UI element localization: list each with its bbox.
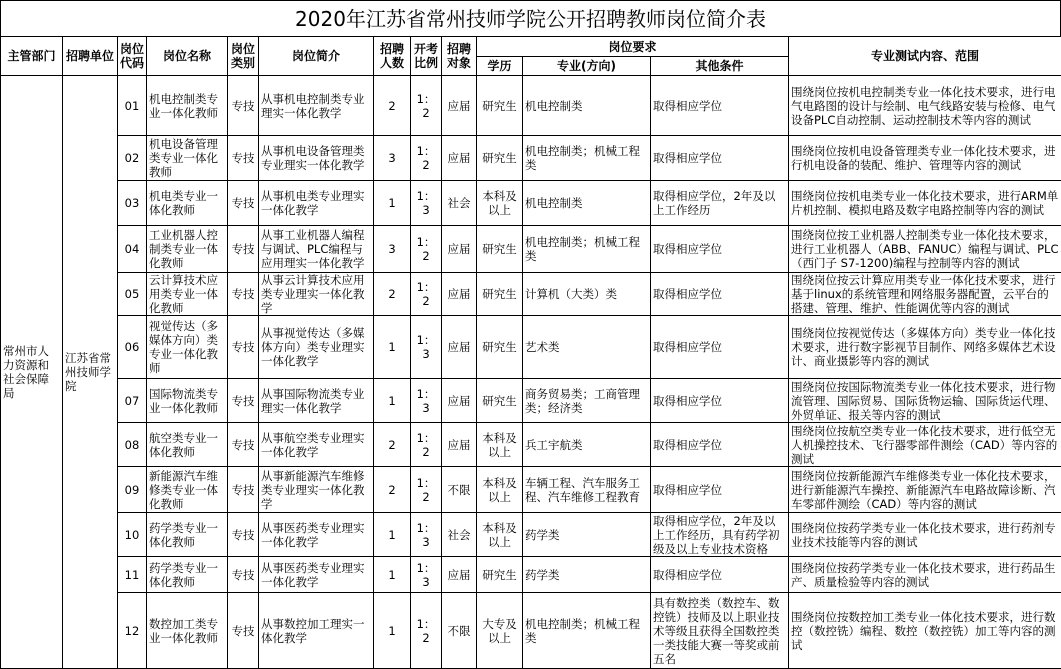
education-cell: 本科及以上 <box>477 423 523 467</box>
other-cell: 取得相应学位 <box>651 316 789 379</box>
test-cell: 围绕岗位按药学类专业一体化技术要求，进行药品生产、质量检验等内容的测试 <box>789 557 1061 593</box>
count-cell: 2 <box>374 273 411 316</box>
education-cell: 研究生 <box>477 226 523 273</box>
header-category: 岗位类别 <box>228 37 259 76</box>
intro-cell: 从事航空类专业理实一体化教学 <box>259 423 374 467</box>
name-cell: 机电控制类专业一体化教师 <box>147 76 228 136</box>
intro-cell: 从事云计算技术应用类专业理实一体化教学 <box>259 273 374 316</box>
table-row <box>1 593 1061 669</box>
intro-cell: 从事机电类专业理实一体化教学 <box>259 181 374 226</box>
ratio-cell: 1：2 <box>411 423 442 467</box>
target-cell: 社会 <box>442 513 477 557</box>
major-cell: 兵工宇航类 <box>523 423 651 467</box>
name-cell: 云计算技术应用类专业一体化教师 <box>147 273 228 316</box>
code-cell: 02 <box>118 136 147 181</box>
test-cell: 围绕岗位按机电控制类专业一体化技术要求，进行电气电路图的设计与绘制、电气线路安装与检修、电气设备PLC自动控制、运动控制技术等内容的测试 <box>789 76 1061 136</box>
intro-cell: 从事国际物流类专业理实一体化教学 <box>259 379 374 423</box>
count-cell: 1 <box>374 557 411 593</box>
category-cell: 专技 <box>228 557 259 593</box>
intro-cell: 从事医药类专业理实一体化教学 <box>259 513 374 557</box>
major-cell: 商务贸易类；工商管理类；经济类 <box>523 379 651 423</box>
positions-table <box>0 36 1061 669</box>
count-cell: 1 <box>374 181 411 226</box>
major-cell: 计算机（大类）类 <box>523 273 651 316</box>
code-cell: 07 <box>118 379 147 423</box>
name-cell: 药学类专业一体化教师 <box>147 557 228 593</box>
code-cell: 01 <box>118 76 147 136</box>
table-row <box>1 316 1061 379</box>
table-row <box>1 423 1061 467</box>
ratio-cell: 1：3 <box>411 316 442 379</box>
table-body <box>1 76 1061 669</box>
name-cell: 航空类专业一体化教师 <box>147 423 228 467</box>
target-cell: 应届 <box>442 76 477 136</box>
count-cell: 3 <box>374 136 411 181</box>
category-cell: 专技 <box>228 136 259 181</box>
name-cell: 机电类专业一体化教师 <box>147 181 228 226</box>
test-cell: 围绕岗位按新能源汽车维修类专业一体化技术要求，进行新能源汽车操控、新能源汽车电路故障诊断、汽车零部件测绘（CAD）等内容的测试 <box>789 467 1061 513</box>
count-cell: 2 <box>374 423 411 467</box>
header-major: 专业(方向) <box>523 57 651 76</box>
header-education: 学历 <box>477 57 523 76</box>
header-other: 其他条件 <box>651 57 789 76</box>
table-row <box>1 181 1061 226</box>
ratio-cell: 1：3 <box>411 181 442 226</box>
other-cell: 取得相应学位 <box>651 226 789 273</box>
count-cell: 1 <box>374 513 411 557</box>
ratio-cell: 1：3 <box>411 513 442 557</box>
test-cell: 围绕岗位按机电设备管理类专业一体化技术要求，进行机电设备的装配、维护、管理等内容的测试 <box>789 136 1061 181</box>
education-cell: 研究生 <box>477 379 523 423</box>
category-cell: 专技 <box>228 273 259 316</box>
category-cell: 专技 <box>228 467 259 513</box>
code-cell: 11 <box>118 557 147 593</box>
test-cell: 围绕岗位按机电类专业一体化技术要求，进行ARM单片机控制、模拟电路及数字电路控制等内容的测试 <box>789 181 1061 226</box>
table-row <box>1 467 1061 513</box>
count-cell: 2 <box>374 467 411 513</box>
category-cell: 专技 <box>228 316 259 379</box>
major-cell: 车辆工程、汽车服务工程、汽车维修工程教育 <box>523 467 651 513</box>
intro-cell: 从事新能源汽车维修类专业理实一体化教学 <box>259 467 374 513</box>
page-title: 2020年江苏省常州技师学院公开招聘教师岗位简介表 <box>0 0 1061 36</box>
major-cell: 机电控制类；机械工程类 <box>523 226 651 273</box>
major-cell: 机电控制类 <box>523 76 651 136</box>
ratio-cell: 1：2 <box>411 226 442 273</box>
major-cell: 机电控制类；机械工程类 <box>523 593 651 669</box>
intro-cell: 从事视觉传达（多媒体方向）类专业理实一体化教学 <box>259 316 374 379</box>
target-cell: 应届 <box>442 273 477 316</box>
education-cell: 研究生 <box>477 273 523 316</box>
name-cell: 药学类专业一体化教师 <box>147 513 228 557</box>
code-cell: 03 <box>118 181 147 226</box>
code-cell: 12 <box>118 593 147 669</box>
code-cell: 05 <box>118 273 147 316</box>
education-cell: 研究生 <box>477 316 523 379</box>
intro-cell: 从事机电控制类专业理实一体化教学 <box>259 76 374 136</box>
other-cell: 取得相应学位 <box>651 423 789 467</box>
education-cell: 本科及以上 <box>477 513 523 557</box>
other-cell: 取得相应学位 <box>651 379 789 423</box>
table-row <box>1 513 1061 557</box>
code-cell: 09 <box>118 467 147 513</box>
test-cell: 围绕岗位按数控加工类专业一体化技术要求，进行数控（数控铣）编程、数控（数控铣）加工等内容的测试 <box>789 593 1061 669</box>
name-cell: 工业机器人控制类专业一体化教师 <box>147 226 228 273</box>
other-cell: 取得相应学位 <box>651 273 789 316</box>
code-cell: 10 <box>118 513 147 557</box>
target-cell: 不限 <box>442 593 477 669</box>
code-cell: 08 <box>118 423 147 467</box>
ratio-cell: 1：3 <box>411 379 442 423</box>
target-cell: 应届 <box>442 379 477 423</box>
count-cell: 1 <box>374 593 411 669</box>
name-cell: 数控加工类专业一体化教师 <box>147 593 228 669</box>
count-cell: 2 <box>374 76 411 136</box>
code-cell: 06 <box>118 316 147 379</box>
ratio-cell: 1：2 <box>411 76 442 136</box>
other-cell: 取得相应学位 <box>651 76 789 136</box>
test-cell: 围绕岗位按国际物流类专业一体化技术要求，进行物流管理、国际贸易、国际货物运输、国际货运代理、外贸单证、报关等内容的测试 <box>789 379 1061 423</box>
intro-cell: 从事数控加工理实一体化教学 <box>259 593 374 669</box>
category-cell: 专技 <box>228 226 259 273</box>
code-cell: 04 <box>118 226 147 273</box>
ratio-cell: 1：2 <box>411 593 442 669</box>
other-cell: 取得相应学位 <box>651 467 789 513</box>
header-unit: 招聘单位 <box>63 37 118 76</box>
table-row <box>1 379 1061 423</box>
other-cell: 取得相应学位 <box>651 136 789 181</box>
table-row <box>1 557 1061 593</box>
education-cell: 大专及以上 <box>477 593 523 669</box>
count-cell: 1 <box>374 379 411 423</box>
education-cell: 本科及以上 <box>477 467 523 513</box>
category-cell: 专技 <box>228 423 259 467</box>
table-row <box>1 76 1061 136</box>
category-cell: 专技 <box>228 76 259 136</box>
header-test: 专业测试内容、范围 <box>789 37 1061 76</box>
category-cell: 专技 <box>228 593 259 669</box>
other-cell: 取得相应学位，2年及以上工作经历 <box>651 181 789 226</box>
other-cell: 取得相应学位 <box>651 557 789 593</box>
intro-cell: 从事医药类专业理实一体化教学 <box>259 557 374 593</box>
intro-cell: 从事机电设备管理类专业理实一体化教学 <box>259 136 374 181</box>
unit-cell: 江苏省常州技师学院 <box>63 76 118 669</box>
category-cell: 专技 <box>228 513 259 557</box>
other-cell: 取得相应学位，2年及以上工作经历，具有药学初级及以上专业技术资格 <box>651 513 789 557</box>
header-requirements: 岗位要求 <box>477 37 789 57</box>
education-cell: 研究生 <box>477 557 523 593</box>
header-name: 岗位名称 <box>147 37 228 76</box>
test-cell: 围绕岗位按药学类专业一体化技术要求，进行药剂专业技术技能等内容的测试 <box>789 513 1061 557</box>
major-cell: 药学类 <box>523 557 651 593</box>
name-cell: 国际物流类专业一体化教师 <box>147 379 228 423</box>
target-cell: 应届 <box>442 423 477 467</box>
name-cell: 视觉传达（多媒体方向）类专业一体化教师 <box>147 316 228 379</box>
major-cell: 艺术类 <box>523 316 651 379</box>
header-ratio: 开考比例 <box>411 37 442 76</box>
test-cell: 围绕岗位按航空类专业一体化技术要求，进行低空无人机操控技术、飞行器零部件测绘（CAD）等内容的测试 <box>789 423 1061 467</box>
category-cell: 专技 <box>228 181 259 226</box>
target-cell: 应届 <box>442 316 477 379</box>
header-code: 岗位代码 <box>118 37 147 76</box>
other-cell: 具有数控类（数控车、数控铣）技师及以上职业技术等级且获得全国数控类一类技能大赛一等奖或前五名 <box>651 593 789 669</box>
ratio-cell: 1：2 <box>411 136 442 181</box>
education-cell: 本科及以上 <box>477 181 523 226</box>
count-cell: 3 <box>374 226 411 273</box>
education-cell: 研究生 <box>477 76 523 136</box>
target-cell: 应届 <box>442 226 477 273</box>
header-intro: 岗位简介 <box>259 37 374 76</box>
count-cell: 1 <box>374 316 411 379</box>
target-cell: 社会 <box>442 181 477 226</box>
major-cell: 机电控制类 <box>523 181 651 226</box>
ratio-cell: 1：2 <box>411 273 442 316</box>
target-cell: 应届 <box>442 136 477 181</box>
ratio-cell: 1：2 <box>411 467 442 513</box>
major-cell: 药学类 <box>523 513 651 557</box>
ratio-cell: 1：3 <box>411 557 442 593</box>
table-row <box>1 136 1061 181</box>
test-cell: 围绕岗位按工业机器人控制类专业一体化技术要求，进行工业机器人（ABB、FANUC）编程与调试、PLC（西门子 S7-1200)编程与控制等内容的测试 <box>789 226 1061 273</box>
name-cell: 机电设备管理类专业一体化教师 <box>147 136 228 181</box>
intro-cell: 从事工业机器人编程与调试、PLC编程与应用理实一体化教学 <box>259 226 374 273</box>
category-cell: 专技 <box>228 379 259 423</box>
header-dept: 主管部门 <box>1 37 63 76</box>
target-cell: 应届 <box>442 557 477 593</box>
education-cell: 研究生 <box>477 136 523 181</box>
name-cell: 新能源汽车维修类专业一体化教师 <box>147 467 228 513</box>
test-cell: 围绕岗位按云计算应用类专业一体化技术要求，进行基于linux的系统管理和网络服务器配置，云平台的搭建、管理、维护、性能调优等内容的测试 <box>789 273 1061 316</box>
target-cell: 不限 <box>442 467 477 513</box>
dept-cell: 常州市人力资源和社会保障局 <box>1 76 63 669</box>
table-row <box>1 226 1061 273</box>
header-target: 招聘对象 <box>442 37 477 76</box>
test-cell: 围绕岗位按视觉传达（多媒体方向）类专业一体化技术要求，进行数字影视节目制作、网络多媒体艺术设计、商业摄影等内容的测试 <box>789 316 1061 379</box>
table-row <box>1 273 1061 316</box>
header-count: 招聘人数 <box>374 37 411 76</box>
major-cell: 机电控制类；机械工程类 <box>523 136 651 181</box>
